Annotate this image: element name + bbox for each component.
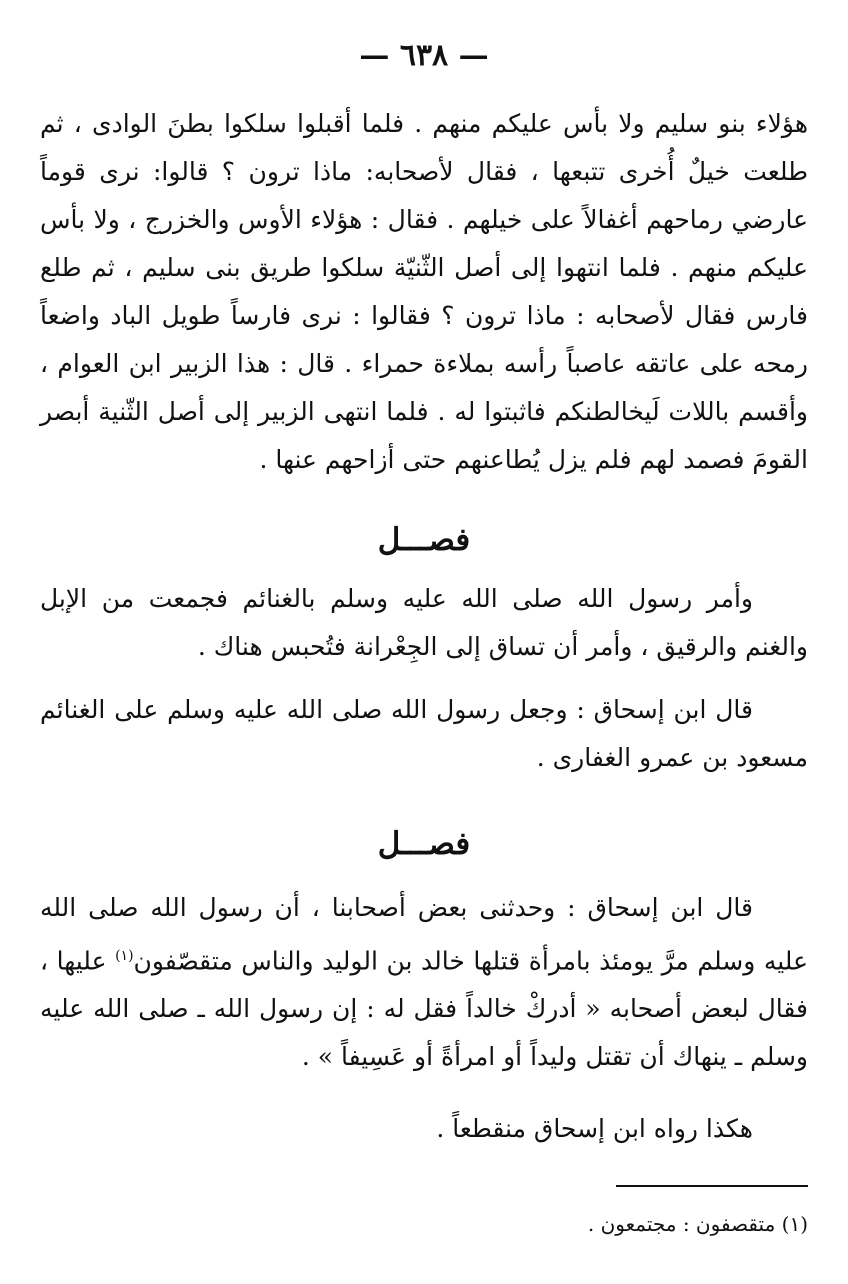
paragraph-2: وأمر رسول الله صلى الله عليه وسلم بالغنائم فجمعت من الإبل والغنم والرقيق ، وأمر أن تساق إلى الجِعْرانة فتُحبس هناك .	[40, 584, 808, 661]
footnote-separator	[616, 1185, 808, 1187]
paragraph-4	[40, 884, 808, 1081]
footnote-1: (١) متقصفون : مجتمعون .	[587, 1212, 808, 1236]
page-number: — ٦٣٨ —	[359, 38, 489, 73]
footnote-marker: (١)	[115, 948, 134, 964]
paragraph-5: هكذا رواه ابن إسحاق منقطعاً .	[436, 1114, 753, 1143]
section-heading-1: فصـــل	[377, 522, 471, 558]
paragraph-4-text-start: قال ابن إسحاق : وحدثنى بعض أصحابنا ، أن رسول الله صلى الله عليه وسلم مرَّ يومئذ بامرأة قتلها خالد بن الوليد والناس متقصّفون	[40, 893, 809, 976]
paragraph-4-text-end: عليها ، فقال لبعض أصحابه « أدركْ خالداً فقل له : إن رسول الله ـ صلى الله عليه وسلم ـ ينهاك أن تقتل وليداً أو امرأةً أو عَسِيفاً » .	[40, 946, 808, 1072]
paragraph-1: هؤلاء بنو سليم ولا بأس عليكم منهم . فلما أقبلوا سلكوا بطنَ الوادى ، ثم طلعت خيلٌ أُخرى تتبعها ، فقال لأصحابه: ماذا ترون ؟ قالوا: نرى قوماً عارضي رماحهم أغفالاً على خيلهم . فقال : هؤلاء الأوس والخزرج ، ولا بأس عليكم منهم . فلما انتهوا إلى أصل الثّنيّة سلكوا طريق بنى سليم ، ثم طلع فارس فقال لأصحابه : ماذا ترون ؟ فقالوا : نرى فارساً طويل الباد واضعاً رمحه على عاتقه عاصباً رأسه بملاءة حمراء . قال : هذا الزبير ابن العوام ، وأقسم باللات لَيخالطنكم فاثبتوا له . فلما انتهى الزبير إلى أصل الثّنية أبصر القومَ فصمد لهم فلم يزل يُطاعنهم حتى أزاحهم عنها .	[40, 109, 808, 474]
section-heading-2: فصـــل	[377, 826, 471, 862]
paragraph-3: قال ابن إسحاق : وجعل رسول الله صلى الله عليه وسلم على الغنائم مسعود بن عمرو الغفارى .	[40, 695, 808, 772]
